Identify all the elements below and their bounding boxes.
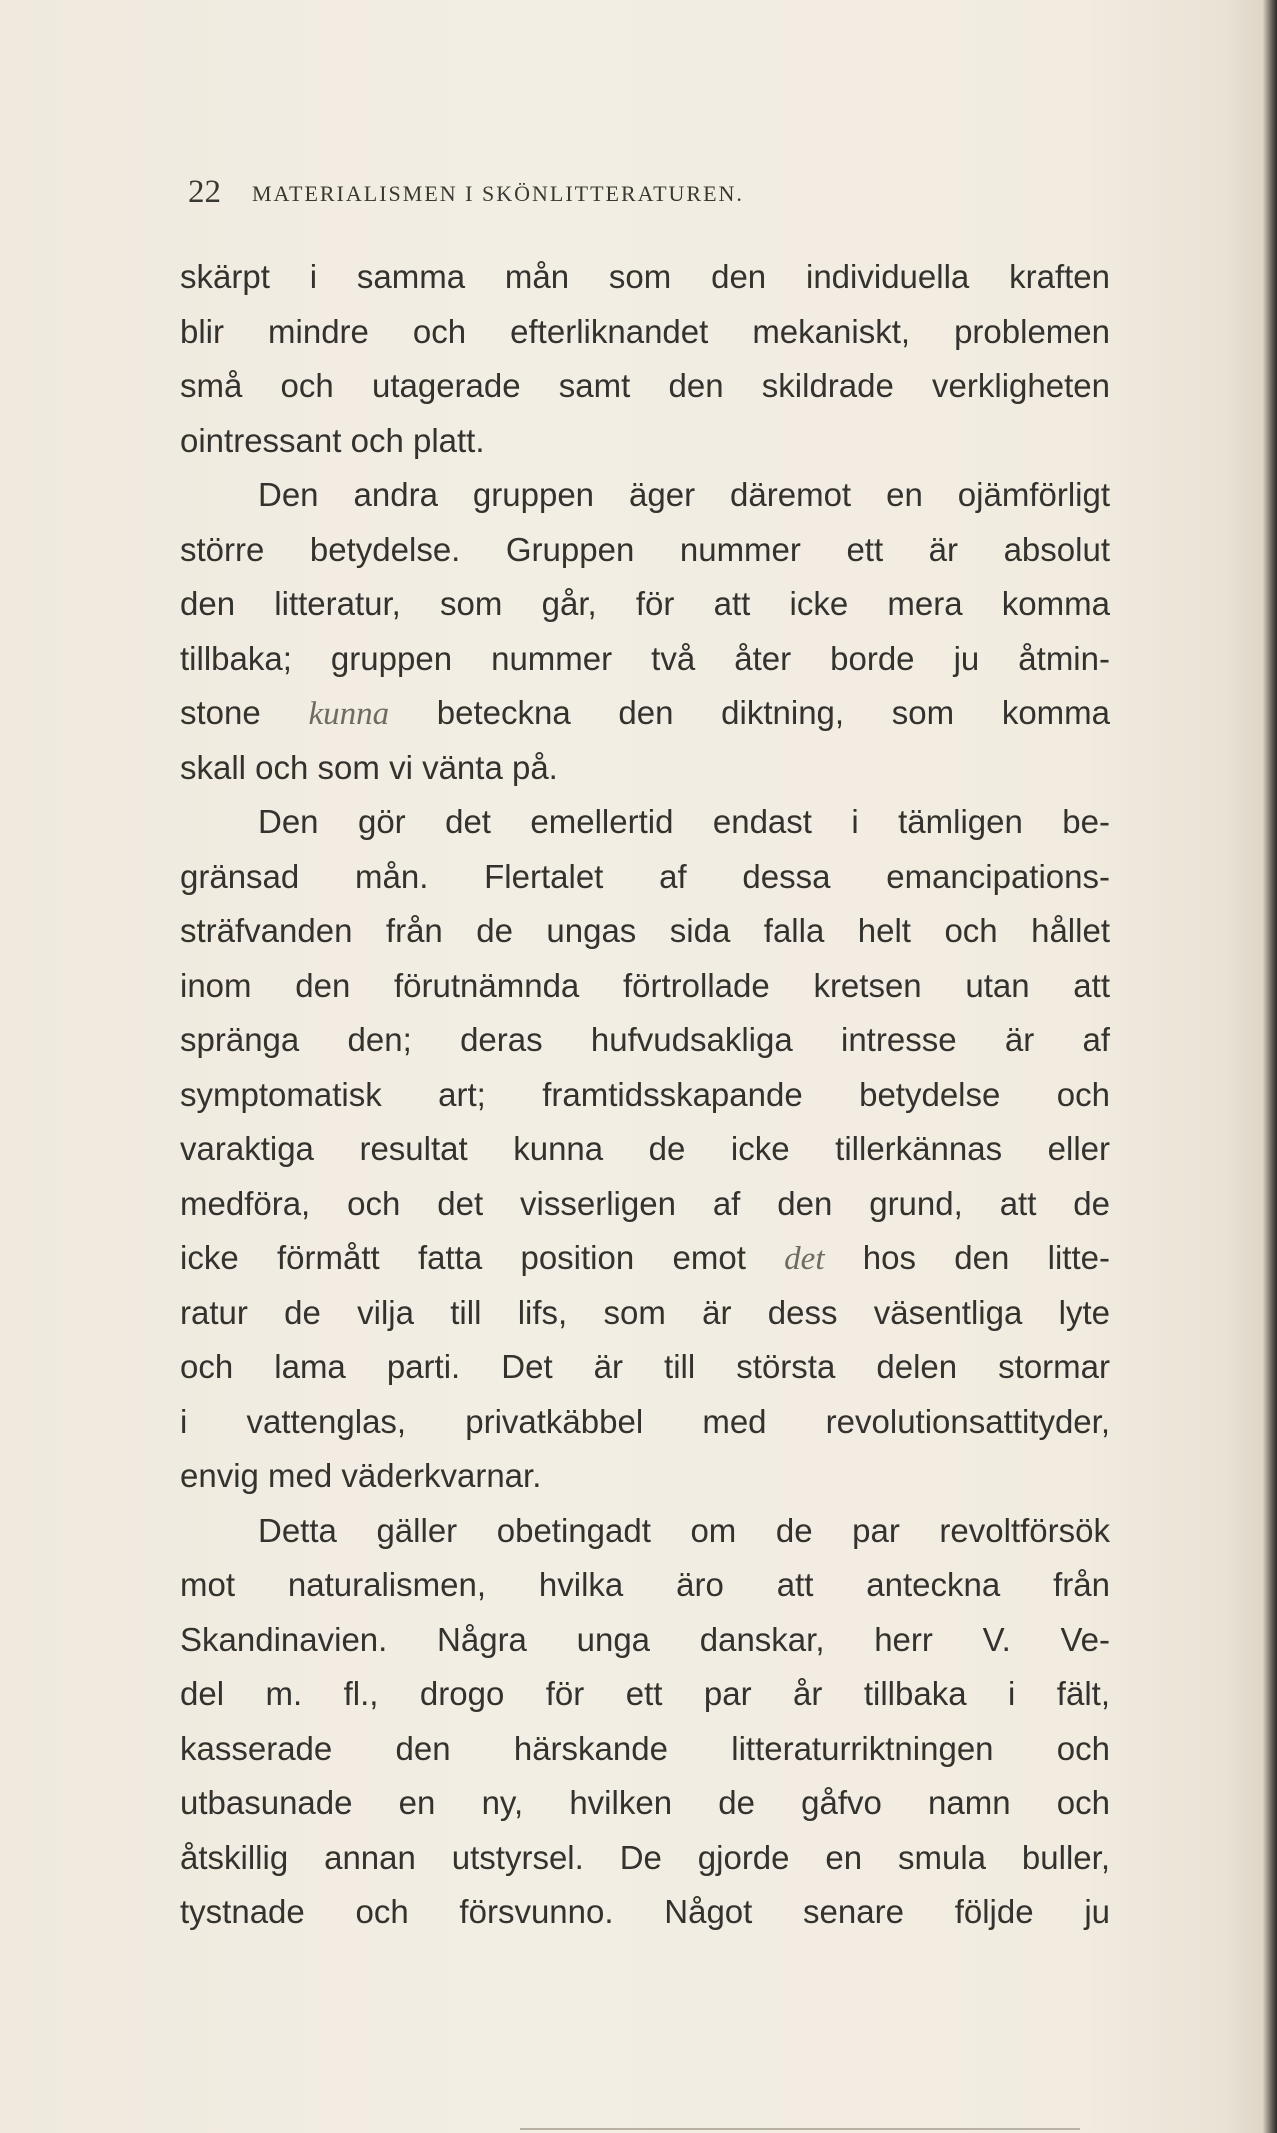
text-line: del m. fl., drogo för ett par år tillbaka i fält,	[180, 1675, 1110, 1712]
text-line: tillbaka; gruppen nummer två åter borde ju åtmin-	[180, 639, 1110, 677]
text-line: envig med väderkvarnar.	[180, 1457, 542, 1494]
text-line: tystnade och försvunno. Något senare följde ju	[180, 1893, 1110, 1930]
running-title: MATERIALISMEN I SKÖNLITTERATUREN.	[252, 181, 744, 206]
text-line: den litteratur, som går, för att icke mera komma	[180, 585, 1110, 622]
emphasized-word: kunna	[308, 696, 390, 732]
text-line: utbasunade en ny, hvilken de gåfvo namn och	[180, 1784, 1110, 1821]
text-line	[180, 1231, 1110, 1286]
text-segment: icke förmått fatta position emot	[180, 1239, 785, 1276]
text-line: skärpt i samma mån som den individuella kraften	[180, 258, 1110, 295]
text-line: gränsad mån. Flertalet af dessa emancipations-	[180, 857, 1110, 895]
text-line: spränga den; deras hufvudsakliga intresse är af	[180, 1021, 1110, 1058]
text-line: Den andra gruppen äger däremot en ojämförligt	[258, 476, 1110, 513]
text-line: och lama parti. Det är till största delen stormar	[180, 1348, 1110, 1385]
text-segment: hos den litte-	[824, 1239, 1110, 1276]
text-line: ratur de vilja till lifs, som är dess väsentliga lyte	[180, 1293, 1110, 1331]
text-segment: beteckna den diktning, som komma	[389, 694, 1110, 731]
text-line: medföra, och det visserligen af den grund, att de	[180, 1184, 1110, 1222]
running-head	[180, 172, 1110, 212]
text-line: större betydelse. Gruppen nummer ett är absolut	[180, 530, 1110, 568]
text-line: Skandinavien. Några unga danskar, herr V. Ve-	[180, 1620, 1110, 1658]
text-line: kasserade den härskande litteraturriktningen och	[180, 1729, 1110, 1767]
emphasized-word: det	[784, 1241, 825, 1277]
text-line: skall och som vi vänta på.	[180, 748, 558, 786]
text-line: varaktiga resultat kunna de icke tillerkännas eller	[180, 1130, 1110, 1167]
text-line: inom den förutnämnda förtrollade kretsen utan att	[180, 966, 1110, 1004]
text-line: sträfvanden från de ungas sida falla helt och hållet	[180, 912, 1110, 949]
bottom-rule	[520, 2128, 1080, 2130]
text-line	[180, 686, 1110, 741]
page-number: 22	[188, 174, 221, 210]
text-line: mot naturalismen, hvilka äro att anteckna från	[180, 1566, 1110, 1603]
page-edge	[1263, 0, 1277, 2133]
text-line: ointressant och platt.	[180, 421, 485, 459]
text-line: i vattenglas, privatkäbbel med revolutionsattityder,	[180, 1402, 1110, 1440]
text-line: Detta gäller obetingadt om de par revoltförsök	[258, 1511, 1110, 1549]
text-line: symptomatisk art; framtidsskapande betydelse och	[180, 1075, 1110, 1113]
text-line: blir mindre och efterliknandet mekaniskt, problemen	[180, 312, 1110, 350]
text-line: små och utagerade samt den skildrade verkligheten	[180, 367, 1110, 404]
text-line: Den gör det emellertid endast i tämligen be-	[258, 803, 1110, 840]
text-segment: stone	[180, 694, 309, 731]
text-line: åtskillig annan utstyrsel. De gjorde en smula buller,	[180, 1838, 1110, 1876]
body-text	[180, 250, 1110, 1940]
